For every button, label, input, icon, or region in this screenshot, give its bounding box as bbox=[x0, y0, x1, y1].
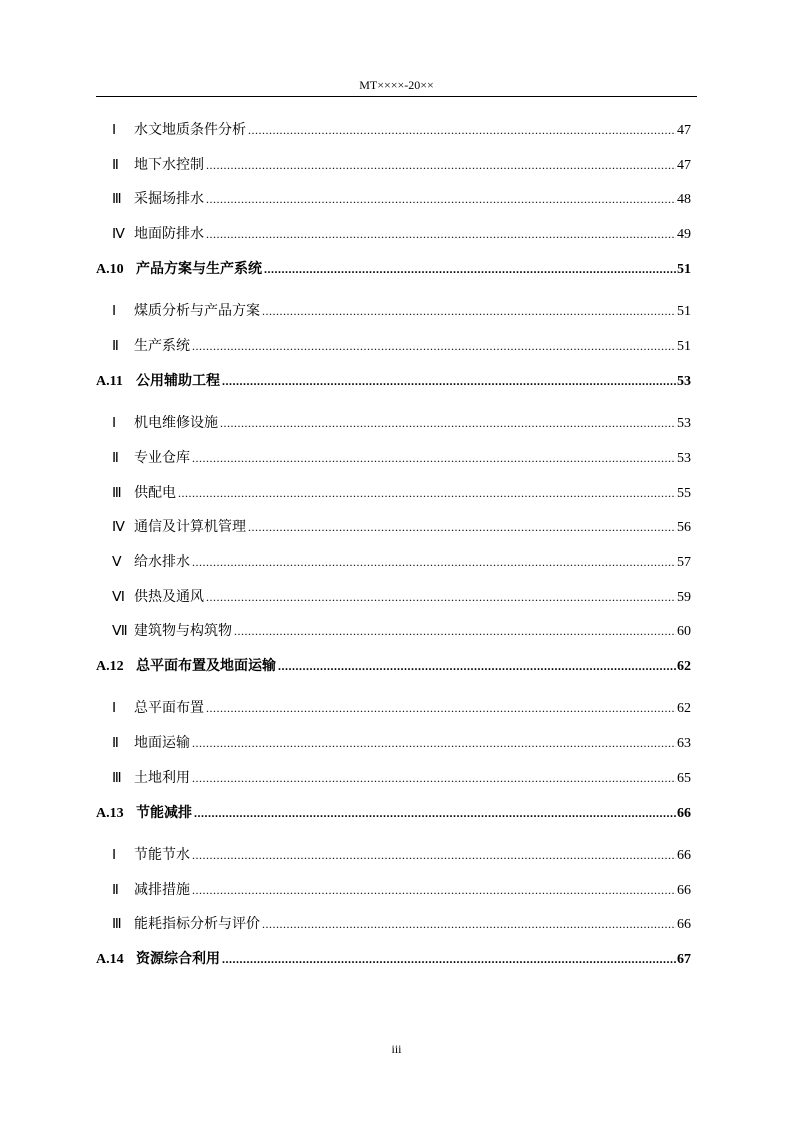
toc-subsection-entry[interactable] bbox=[96, 119, 691, 141]
toc-entry-title: 给水排水 bbox=[134, 554, 190, 570]
toc-subsection-entry[interactable] bbox=[96, 412, 691, 434]
toc-entry-title: 地面运输 bbox=[134, 736, 190, 752]
toc-entry-number: Ⅱ bbox=[112, 736, 119, 752]
toc-section-entry[interactable] bbox=[96, 370, 691, 392]
toc-entry-page: 53 bbox=[677, 450, 691, 466]
toc-subsection-entry[interactable] bbox=[96, 913, 691, 935]
dot-leader bbox=[178, 482, 676, 504]
toc-entry-page: 51 bbox=[677, 304, 691, 320]
toc-subsection-entry[interactable] bbox=[96, 335, 691, 357]
toc-entry-number: Ⅲ bbox=[112, 770, 122, 786]
toc-entry-page: 66 bbox=[677, 882, 691, 898]
toc-entry-title: 减排措施 bbox=[134, 882, 190, 898]
toc-entry-page: 55 bbox=[677, 485, 691, 501]
toc-entry-title: 水文地质条件分析 bbox=[134, 123, 246, 138]
dot-leader bbox=[262, 913, 676, 935]
toc-entry-page: 66 bbox=[677, 917, 691, 933]
dot-leader bbox=[194, 802, 676, 824]
dot-leader bbox=[222, 370, 676, 392]
toc-entry-number: Ⅱ bbox=[112, 338, 119, 354]
toc-entry-number: Ⅶ bbox=[112, 624, 128, 640]
toc-subsection-entry[interactable] bbox=[96, 300, 691, 322]
toc-entry-page: 48 bbox=[677, 192, 691, 208]
toc-entry-number: Ⅲ bbox=[112, 485, 122, 501]
toc-entry-title: 节能节水 bbox=[134, 848, 190, 863]
dot-leader bbox=[248, 119, 676, 141]
toc-entry-number: Ⅱ bbox=[112, 450, 119, 466]
dot-leader bbox=[248, 516, 676, 538]
toc-entry-page: 53 bbox=[677, 416, 691, 432]
toc-entry-title: 公用辅助工程 bbox=[136, 373, 220, 389]
toc-entry-number: Ⅵ bbox=[112, 589, 125, 605]
toc-subsection-entry[interactable] bbox=[96, 516, 691, 538]
dot-leader bbox=[222, 948, 676, 970]
toc-entry-page: 53 bbox=[677, 373, 691, 389]
toc-entry-title: 地面防排水 bbox=[134, 227, 204, 243]
toc-subsection-entry[interactable] bbox=[96, 586, 691, 608]
toc-subsection-entry[interactable] bbox=[96, 223, 691, 245]
toc-entry-title: 通信及计算机管理 bbox=[134, 520, 246, 536]
toc-subsection-entry[interactable] bbox=[96, 767, 691, 789]
dot-leader bbox=[206, 586, 676, 608]
toc-entry-page: 66 bbox=[677, 848, 691, 863]
dot-leader bbox=[192, 447, 676, 469]
toc-entry-page: 63 bbox=[677, 736, 691, 752]
toc-entry-page: 47 bbox=[677, 123, 691, 138]
toc-entry-page: 49 bbox=[677, 227, 691, 243]
toc-entry-number: Ⅰ bbox=[112, 416, 117, 432]
toc-entry-number: Ⅳ bbox=[112, 227, 125, 243]
toc-entry-page: 60 bbox=[677, 624, 691, 640]
table-of-contents bbox=[96, 119, 691, 991]
toc-entry-number: A.13 bbox=[96, 805, 124, 821]
toc-entry-number: Ⅰ bbox=[112, 848, 117, 863]
toc-entry-title: 机电维修设施 bbox=[134, 416, 218, 432]
toc-entry-title: 生产系统 bbox=[134, 338, 190, 354]
toc-entry-title: 节能减排 bbox=[136, 805, 192, 821]
dot-leader bbox=[264, 258, 676, 280]
toc-entry-number: Ⅴ bbox=[112, 554, 122, 570]
dot-leader bbox=[206, 188, 676, 210]
toc-entry-title: 能耗指标分析与评价 bbox=[134, 917, 260, 933]
dot-leader bbox=[192, 551, 676, 573]
toc-entry-title: 产品方案与生产系统 bbox=[136, 261, 262, 277]
toc-entry-page: 51 bbox=[677, 338, 691, 354]
toc-entry-number: Ⅱ bbox=[112, 157, 119, 173]
toc-section-entry[interactable] bbox=[96, 655, 691, 677]
toc-entry-number: A.12 bbox=[96, 658, 124, 674]
toc-subsection-entry[interactable] bbox=[96, 482, 691, 504]
page-number: iii bbox=[391, 1042, 402, 1056]
toc-entry-number: A.14 bbox=[96, 952, 124, 968]
dot-leader bbox=[192, 879, 676, 901]
toc-entry-page: 67 bbox=[677, 952, 691, 968]
toc-entry-number: Ⅰ bbox=[112, 123, 117, 138]
dot-leader bbox=[206, 154, 676, 176]
toc-entry-page: 62 bbox=[677, 701, 691, 717]
toc-entry-title: 地下水控制 bbox=[134, 157, 204, 173]
toc-entry-number: Ⅲ bbox=[112, 192, 122, 208]
dot-leader bbox=[192, 767, 676, 789]
dot-leader bbox=[220, 412, 676, 434]
header-rule bbox=[96, 96, 697, 97]
toc-section-entry[interactable] bbox=[96, 802, 691, 824]
toc-entry-number: A.10 bbox=[96, 261, 124, 277]
dot-leader bbox=[192, 844, 676, 866]
toc-entry-title: 采掘场排水 bbox=[134, 192, 204, 208]
toc-entry-title: 总平面布置 bbox=[134, 701, 204, 717]
toc-entry-title: 供配电 bbox=[134, 485, 176, 501]
dot-leader bbox=[206, 223, 676, 245]
toc-entry-title: 资源综合利用 bbox=[136, 952, 220, 968]
toc-entry-title: 总平面布置及地面运输 bbox=[136, 658, 276, 674]
toc-entry-title: 建筑物与构筑物 bbox=[134, 624, 232, 640]
toc-entry-page: 56 bbox=[677, 520, 691, 536]
toc-entry-number: Ⅳ bbox=[112, 520, 125, 536]
toc-entry-number: A.11 bbox=[96, 373, 123, 389]
toc-entry-page: 57 bbox=[677, 554, 691, 570]
toc-subsection-entry[interactable] bbox=[96, 551, 691, 573]
toc-subsection-entry[interactable] bbox=[96, 188, 691, 210]
toc-subsection-entry[interactable] bbox=[96, 879, 691, 901]
toc-subsection-entry[interactable] bbox=[96, 844, 691, 866]
toc-entry-title: 专业仓库 bbox=[134, 450, 190, 466]
toc-entry-page: 65 bbox=[677, 770, 691, 786]
toc-subsection-entry[interactable] bbox=[96, 732, 691, 754]
toc-entry-number: Ⅰ bbox=[112, 304, 117, 320]
toc-entry-page: 62 bbox=[677, 658, 691, 674]
toc-entry-title: 土地利用 bbox=[134, 770, 190, 786]
dot-leader bbox=[192, 732, 676, 754]
toc-subsection-entry[interactable] bbox=[96, 620, 691, 642]
toc-entry-page: 59 bbox=[677, 589, 691, 605]
dot-leader bbox=[262, 300, 676, 322]
toc-subsection-entry[interactable] bbox=[96, 154, 691, 176]
toc-section-entry[interactable] bbox=[96, 948, 691, 970]
toc-entry-title: 煤质分析与产品方案 bbox=[134, 304, 260, 320]
toc-entry-title: 供热及通风 bbox=[134, 589, 204, 605]
toc-entry-number: Ⅰ bbox=[112, 701, 117, 717]
dot-leader bbox=[278, 655, 676, 677]
dot-leader bbox=[192, 335, 676, 357]
toc-entry-number: Ⅱ bbox=[112, 882, 119, 898]
toc-entry-page: 66 bbox=[677, 805, 691, 821]
dot-leader bbox=[234, 620, 676, 642]
dot-leader bbox=[206, 697, 676, 719]
toc-entry-page: 47 bbox=[677, 157, 691, 173]
toc-entry-page: 51 bbox=[677, 261, 691, 277]
toc-section-entry[interactable] bbox=[96, 258, 691, 280]
toc-subsection-entry[interactable] bbox=[96, 447, 691, 469]
running-header: MT××××-20×× bbox=[359, 78, 434, 92]
toc-entry-number: Ⅲ bbox=[112, 917, 122, 933]
toc-subsection-entry[interactable] bbox=[96, 697, 691, 719]
